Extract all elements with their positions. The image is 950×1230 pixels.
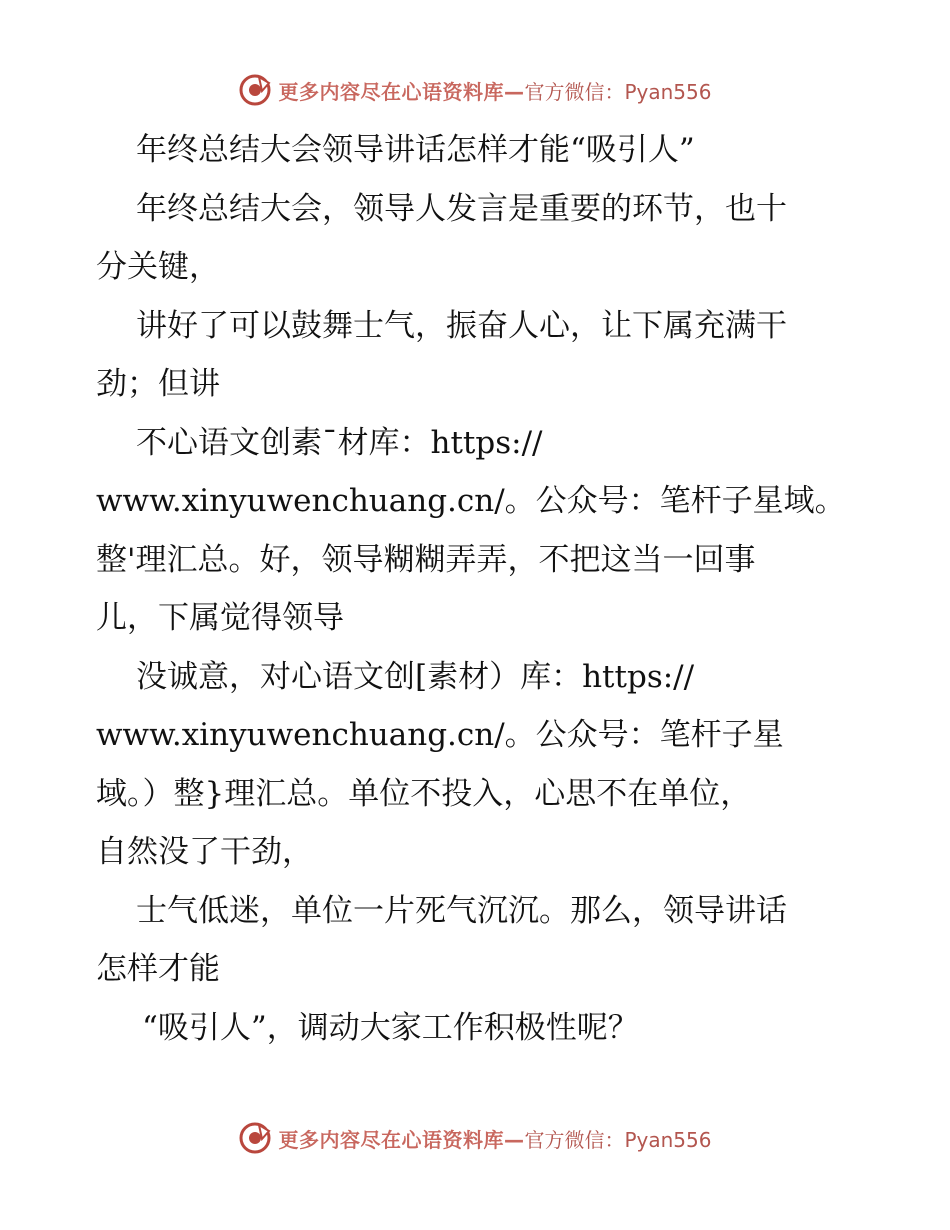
text-line: 整'理汇总。好，领导糊糊弄弄，不把这当一回事 [96,541,756,578]
document-body [96,121,856,1057]
text-line: www.xinyuwenchuang.cn/。公众号：笔杆子星域。 [96,483,846,519]
text-line: 年终总结大会领导讲话怎样才能“吸引人” [136,132,695,168]
text-line: 不心语文创素¯材库：https:// [136,424,543,461]
banner-text: 更多内容尽在心语资料库— [278,79,525,104]
logo-icon [238,1121,272,1155]
banner-wechat: 官方微信：Pyan556 [524,1127,712,1152]
footer-banner [0,1118,950,1158]
text-line: 劲；但讲 [96,366,220,402]
header-banner [0,70,950,110]
banner-wechat: 官方微信：Pyan556 [524,79,712,104]
text-line: 士气低迷，单位一片死气沉沉。那么，领导讲话 [136,892,787,929]
text-line: “吸引人”，调动大家工作积极性呢？ [142,1009,639,1046]
text-line: 怎样才能 [96,951,220,987]
text-line: 讲好了可以鼓舞士气，振奋人心，让下属充满干 [136,307,787,344]
text-line: 儿，下属觉得领导 [96,600,344,636]
text-line: 分关键， [96,249,220,285]
banner-text: 更多内容尽在心语资料库— [278,1127,525,1152]
text-line: 年终总结大会，领导人发言是重要的环节，也十 [136,190,787,227]
text-line: 没诚意，对心语文创[素材）库：https:// [136,658,695,695]
text-line: www.xinyuwenchuang.cn/。公众号：笔杆子星 [96,717,784,753]
logo-icon [238,73,272,107]
text-line: 域。）整}理汇总。单位不投入，心思不在单位， [96,775,752,812]
text-line: 自然没了干劲， [96,834,313,870]
